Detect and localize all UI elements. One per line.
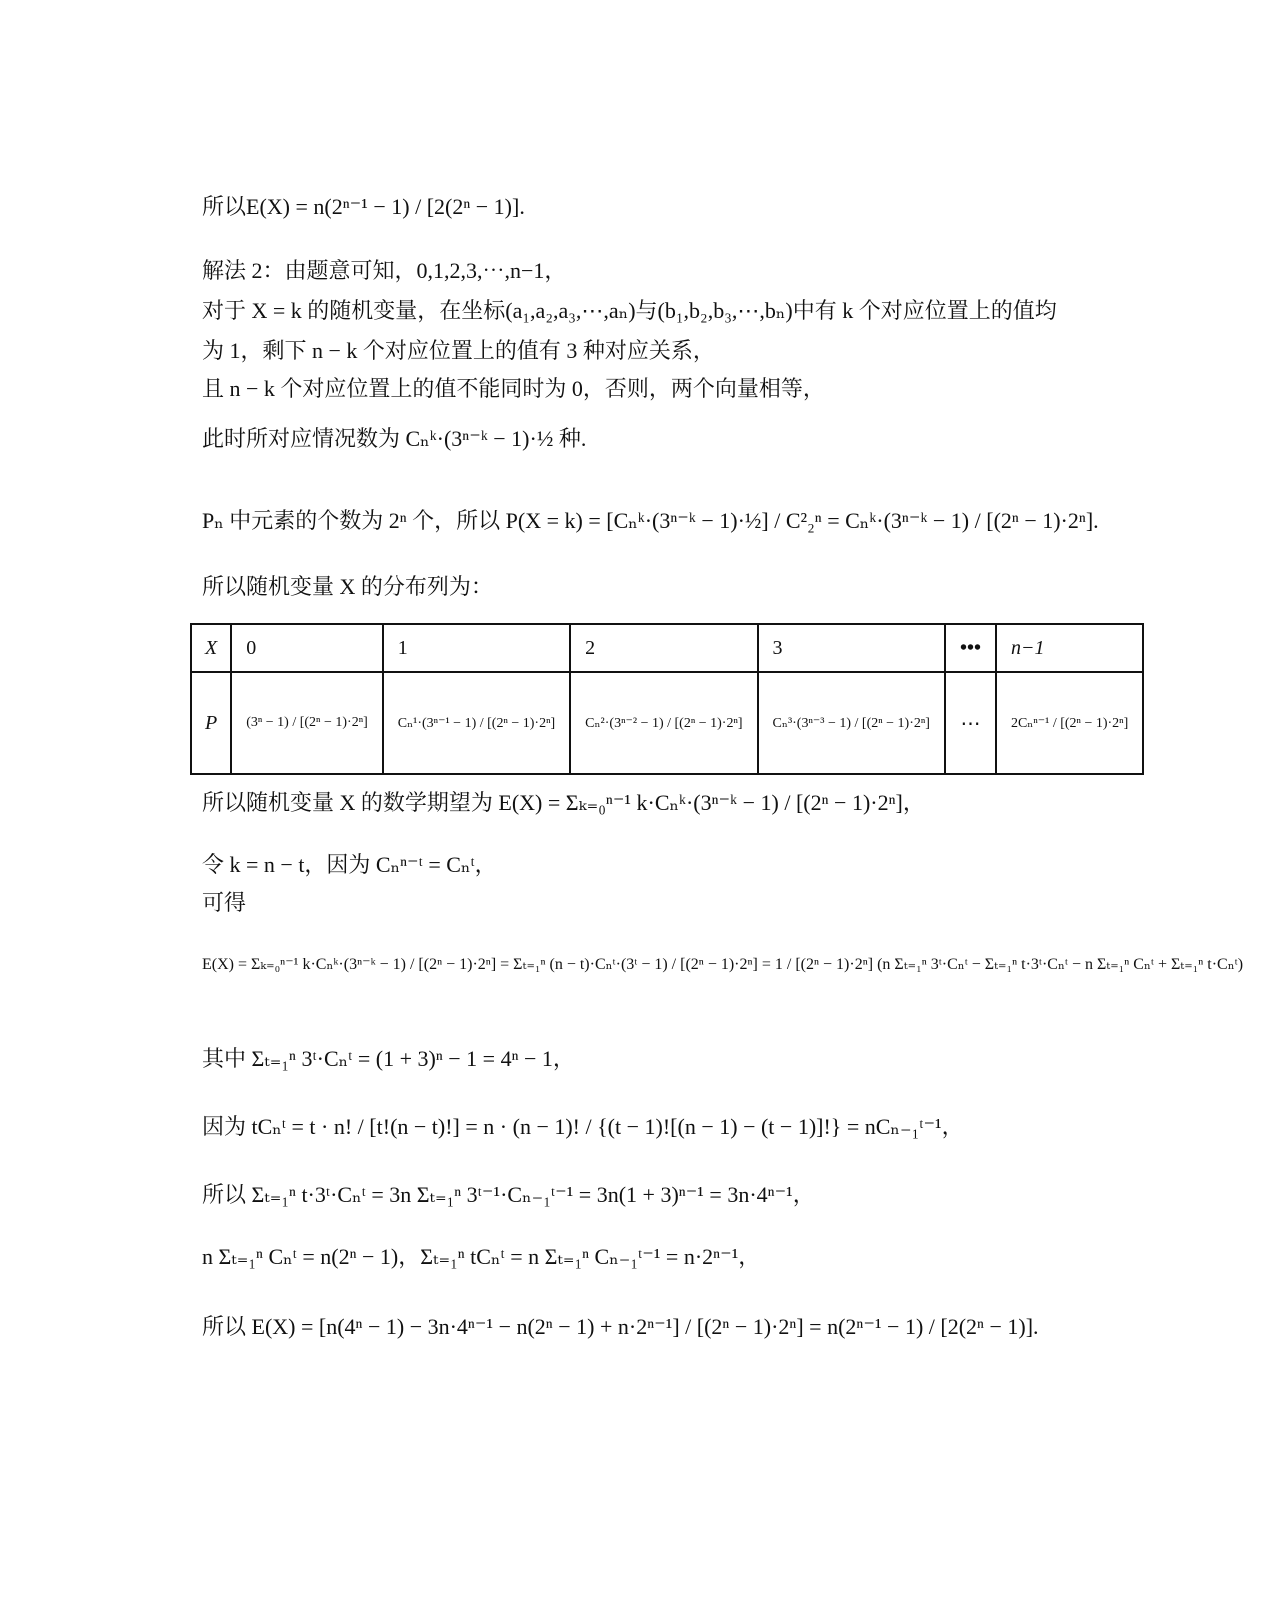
table-cell: n−1 [996, 624, 1143, 672]
table-cell: ⋯ [945, 672, 996, 774]
table-cell: 3 [758, 624, 945, 672]
table-row-label: P [191, 672, 231, 774]
table-row-label: X [191, 624, 231, 672]
paragraph-line: 可得 [202, 890, 247, 915]
final-result-line: 所以 E(X) = [n(4ⁿ − 1) − 3n·4ⁿ⁻¹ − n(2ⁿ − 1) + n·2ⁿ⁻¹] / [(2ⁿ − 1)·2ⁿ] = n(2ⁿ⁻¹ − 1) / [2(2ⁿ − 1)]. [202, 1314, 1039, 1339]
table-row-x [191, 624, 1143, 672]
table-cell: 2 [570, 624, 757, 672]
table-cell: Cₙ³·(3ⁿ⁻³ − 1) / [(2ⁿ − 1)·2ⁿ] [758, 672, 945, 774]
expectation-sum-line: 所以随机变量 X 的数学期望为 E(X) = Σₖ₌₀ⁿ⁻¹ k·Cₙᵏ·(3ⁿ⁻ᵏ − 1) / [(2ⁿ − 1)·2ⁿ]， [202, 790, 925, 815]
expectation-result-line: 所以E(X) = n(2ⁿ⁻¹ − 1) / [2(2ⁿ − 1)]. [202, 194, 525, 219]
combination-identity-line: 因为 tCₙᵗ = t · n! / [t!(n − t)!] = n · (n − 1)! / {(t − 1)![(n − 1) − (t − 1)]!} = nCₙ₋₁ᵗ⁻¹， [202, 1114, 964, 1139]
sum-identity-line: 其中 Σₜ₌₁ⁿ 3ᵗ·Cₙᵗ = (1 + 3)ⁿ − 1 = 4ⁿ − 1， [202, 1046, 575, 1071]
distribution-table [190, 623, 1144, 775]
table-cell: Cₙ¹·(3ⁿ⁻¹ − 1) / [(2ⁿ − 1)·2ⁿ] [383, 672, 570, 774]
table-cell: 1 [383, 624, 570, 672]
table-cell: 2Cₙⁿ⁻¹ / [(2ⁿ − 1)·2ⁿ] [996, 672, 1143, 774]
paragraph-line: 对于 X = k 的随机变量，在坐标(a₁,a₂,a₃,⋯,aₙ)与(b₁,b₂,b₃,⋯,bₙ)中有 k 个对应位置上的值均 [202, 298, 1057, 323]
sum-identity-line: n Σₜ₌₁ⁿ Cₙᵗ = n(2ⁿ − 1)，Σₜ₌₁ⁿ tCₙᵗ = n Σₜ₌₁ⁿ Cₙ₋₁ᵗ⁻¹ = n·2ⁿ⁻¹， [202, 1244, 761, 1269]
paragraph-line: 为 1，剩下 n − k 个对应位置上的值有 3 种对应关系， [202, 338, 715, 363]
method-2-heading: 解法 2：由题意可知，0,1,2,3,⋯,n−1， [202, 258, 567, 283]
count-formula-line: 此时所对应情况数为 Cₙᵏ·(3ⁿ⁻ᵏ − 1)·½ 种. [202, 426, 587, 451]
table-cell: (3ⁿ − 1) / [(2ⁿ − 1)·2ⁿ] [231, 672, 383, 774]
sum-identity-line: 所以 Σₜ₌₁ⁿ t·3ᵗ·Cₙᵗ = 3n Σₜ₌₁ⁿ 3ᵗ⁻¹·Cₙ₋₁ᵗ⁻¹ = 3n(1 + 3)ⁿ⁻¹ = 3n·4ⁿ⁻¹， [202, 1182, 815, 1207]
expectation-expansion-line: E(X) = Σₖ₌₀ⁿ⁻¹ k·Cₙᵏ·(3ⁿ⁻ᵏ − 1) / [(2ⁿ − 1)·2ⁿ] = Σₜ₌₁ⁿ (n − t)·Cₙᵗ·(3ᵗ − 1) / [(2ⁿ − 1)·2ⁿ] = 1 / [(2ⁿ − 1)·2ⁿ] (n Σₜ₌₁ⁿ 3ᵗ·Cₙᵗ − Σₜ₌₁ⁿ t·3ᵗ·Cₙᵗ − n Σₜ₌₁ⁿ Cₙᵗ + Σₜ₌₁ⁿ t·Cₙᵗ) [202, 956, 1244, 973]
probability-formula-line: Pₙ 中元素的个数为 2ⁿ 个，所以 P(X = k) = [Cₙᵏ·(3ⁿ⁻ᵏ − 1)·½] / C²₂ⁿ = Cₙᵏ·(3ⁿ⁻ᵏ − 1) / [(2ⁿ − 1)·2ⁿ]. [202, 508, 1099, 533]
substitution-line: 令 k = n − t，因为 Cₙⁿ⁻ᵗ = Cₙᵗ， [202, 852, 497, 877]
table-cell: Cₙ²·(3ⁿ⁻² − 1) / [(2ⁿ − 1)·2ⁿ] [570, 672, 757, 774]
table-cell: 0 [231, 624, 383, 672]
table-cell: ••• [945, 624, 996, 672]
distribution-intro-line: 所以随机变量 X 的分布列为： [202, 574, 493, 599]
paragraph-line: 且 n − k 个对应位置上的值不能同时为 0，否则，两个向量相等， [202, 376, 825, 401]
table-row-p [191, 672, 1143, 774]
